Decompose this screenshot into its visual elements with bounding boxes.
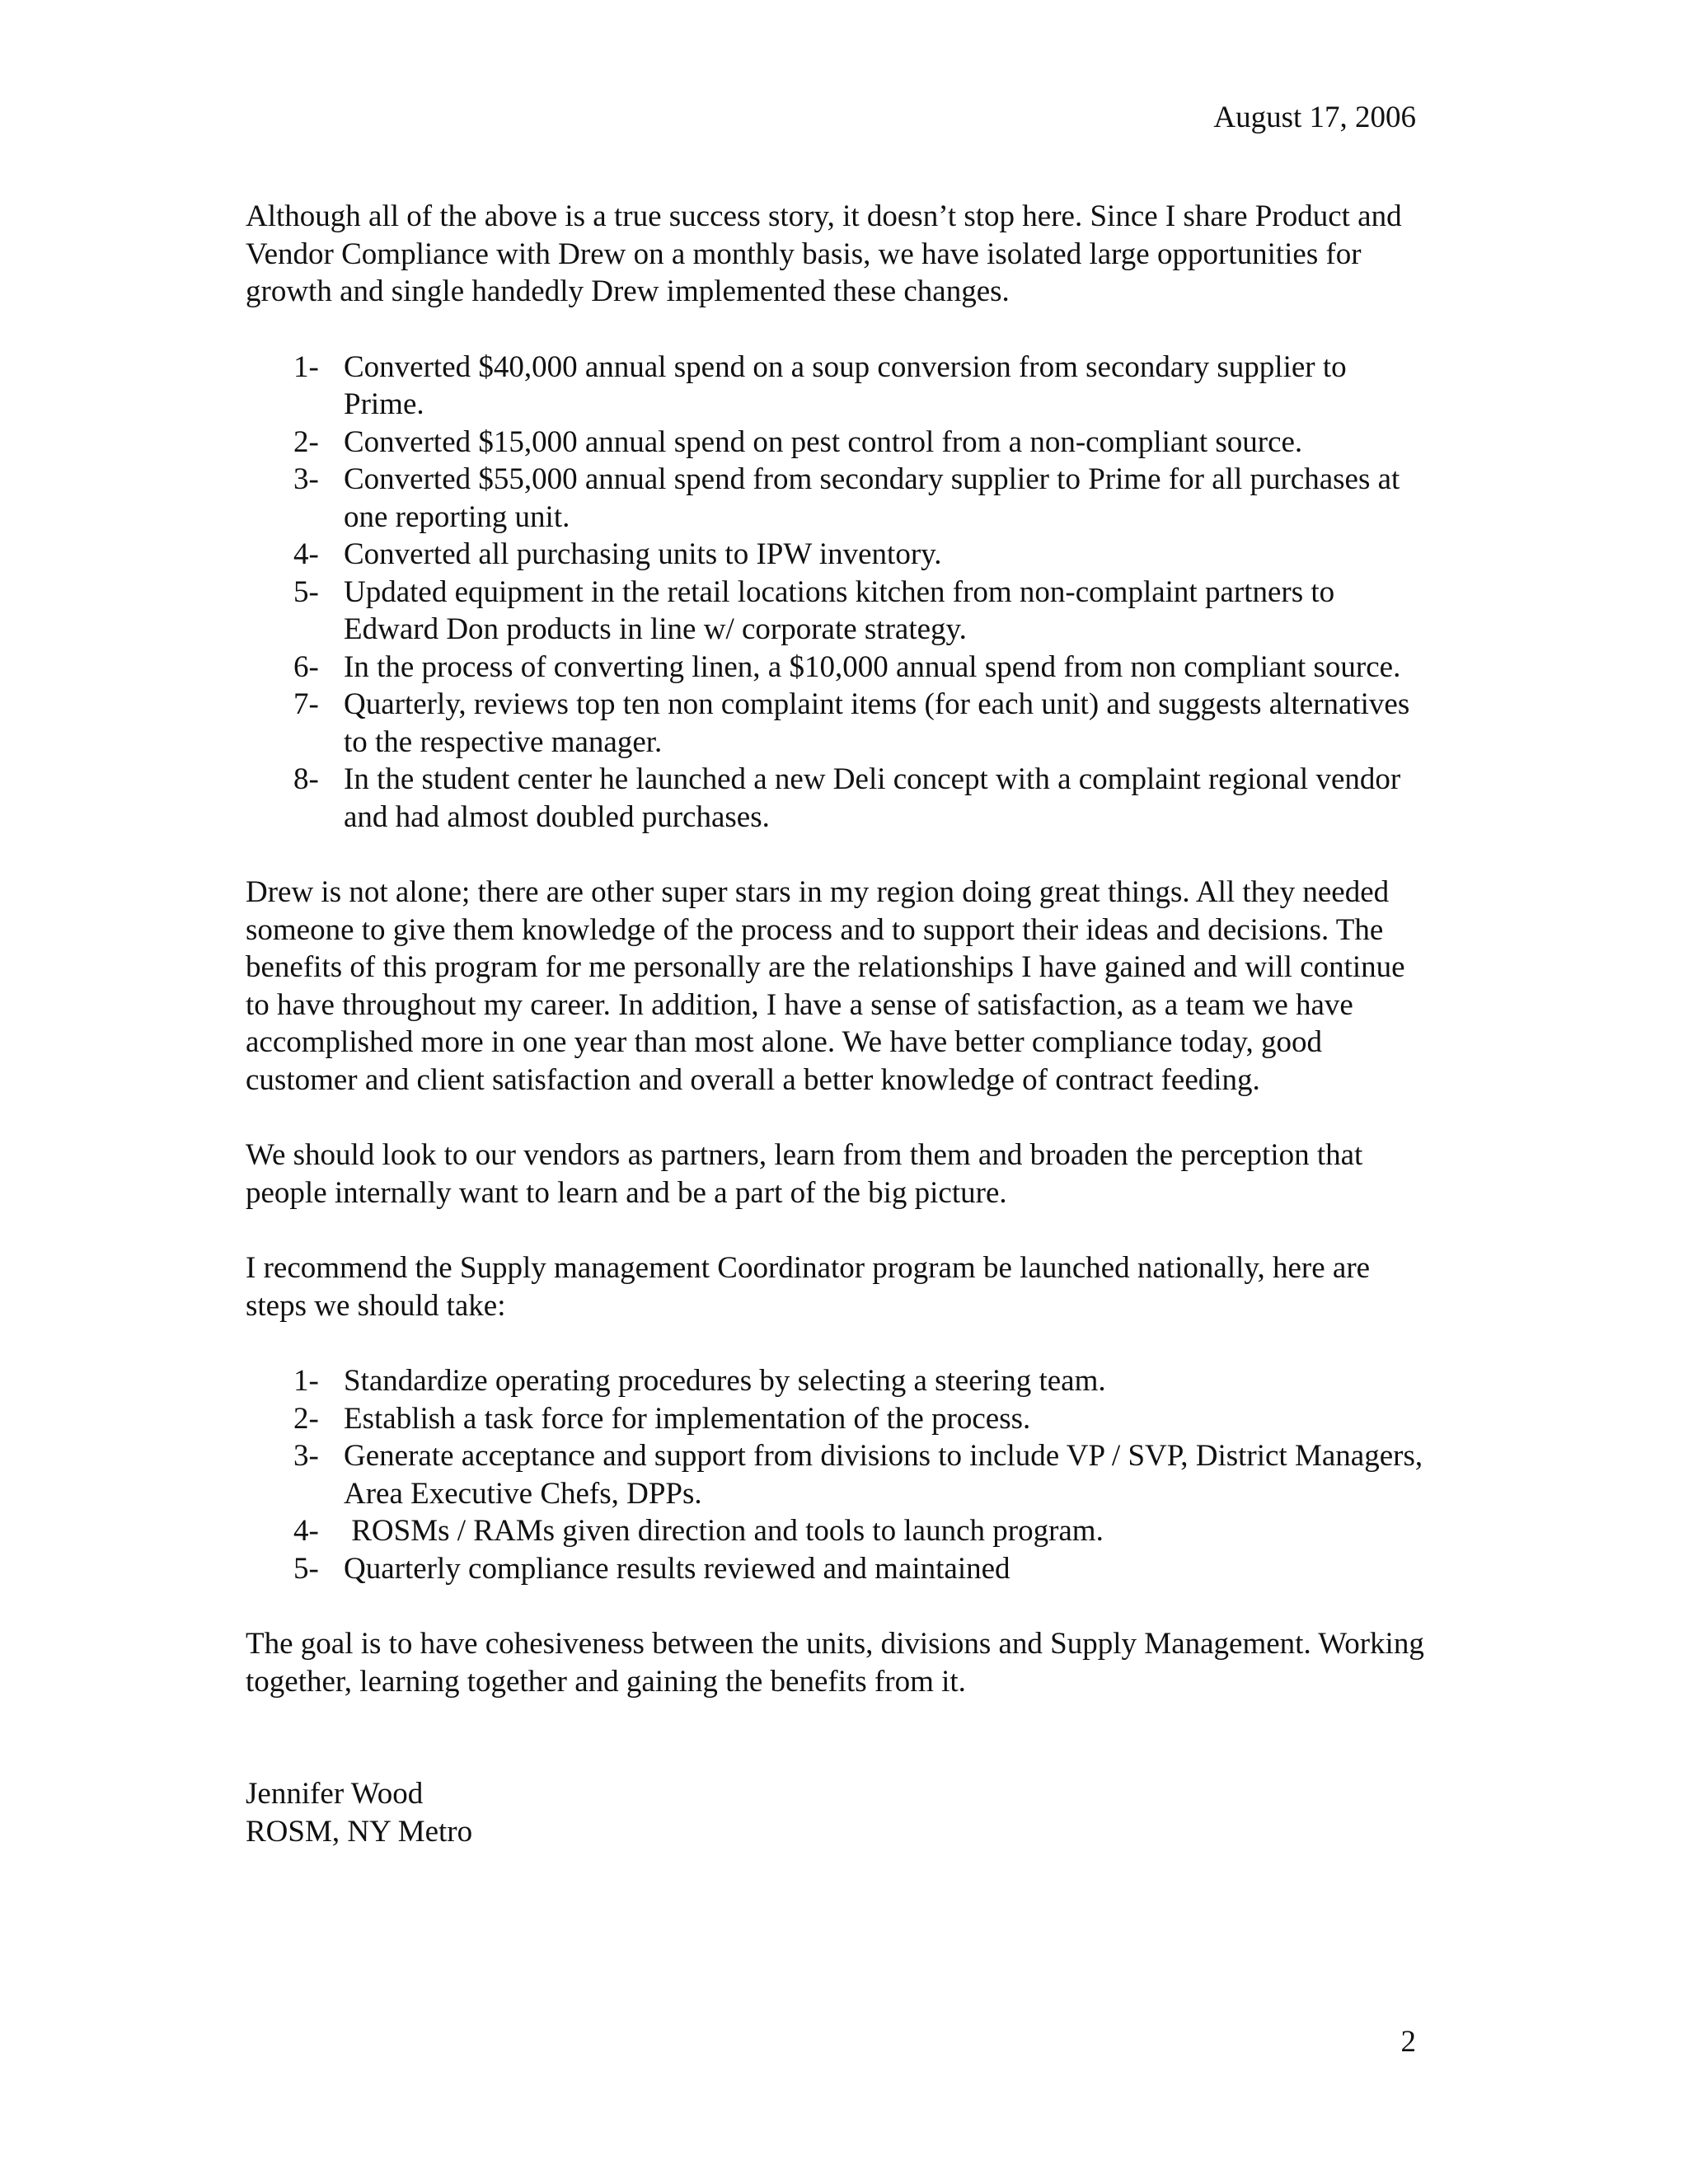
list-item: 1- Standardize operating procedures by selecting a steering team. [293,1364,1106,1398]
signature-title: ROSM, NY Metro [246,1814,473,1849]
list-item: 3- Generate acceptance and support from divisions to include VP / SVP, District Managers, Area Executive Chefs, DPPs. [293,1439,1423,1511]
paragraph-goal: The goal is to have cohesiveness between the units, divisions and Supply Management. Working together, learning together and gaining the benefits from it. [246,1627,1424,1699]
list-item: 2- Converted $15,000 annual spend on pest control from a non-compliant source. [293,424,1303,459]
signature-name: Jennifer Wood [246,1777,424,1811]
list-item: 7- Quarterly, reviews top ten non complaint items (for each unit) and suggests alternatives to the respective manager. [293,687,1410,759]
page-number: 2 [1400,2025,1416,2059]
letter-body [246,198,1424,1850]
list-item: 5- Quarterly compliance results reviewed and maintained [293,1551,1010,1586]
list-item: 1- Converted $40,000 annual spend on a soup conversion from secondary supplier to Prime. [293,349,1347,421]
steps-list [246,1362,1424,1587]
list-item: 2- Establish a task force for implementation of the process. [293,1401,1031,1436]
paragraph-drew: Drew is not alone; there are other super stars in my region doing great things. All they needed someone to give them knowledge of the process and to support their ideas and decisions. The benefits of this program for me personally are the relationships I have gained and will continue to have throughout my career. In addition, I have a sense of satisfaction, as a team we have accomplished more in one year than most alone. We have better compliance today, good customer and client satisfaction and overall a better knowledge of contract feeding. [246,875,1405,1097]
list-item: 4- ROSMs / RAMs given direction and tools to launch program. [293,1514,1104,1548]
list-item: 5- Updated equipment in the retail locations kitchen from non-complaint partners to Edward Don products in line w/ corporate strategy. [293,574,1335,646]
intro-paragraph: Although all of the above is a true success story, it doesn’t stop here. Since I share Product and Vendor Compliance with Drew on a monthly basis, we have isolated large opportunities for growth and single handedly Drew implemented these changes. [246,199,1402,308]
letter-date: August 17, 2006 [1213,101,1416,134]
changes-list [246,349,1424,837]
list-item: 8- In the student center he launched a new Deli concept with a complaint regional vendor and had almost doubled purchases. [293,762,1401,834]
list-item: 6- In the process of converting linen, a $10,000 annual spend from non compliant source. [293,649,1401,684]
paragraph-recommendation: I recommend the Supply management Coordinator program be launched nationally, here are steps we should take: [246,1251,1371,1323]
list-item: 4- Converted all purchasing units to IPW inventory. [293,537,942,571]
paragraph-vendors: We should look to our vendors as partners, learn from them and broaden the perception that people internally want to learn and be a part of the big picture. [246,1138,1363,1210]
list-item: 3- Converted $55,000 annual spend from secondary supplier to Prime for all purchases at one reporting unit. [293,462,1400,534]
